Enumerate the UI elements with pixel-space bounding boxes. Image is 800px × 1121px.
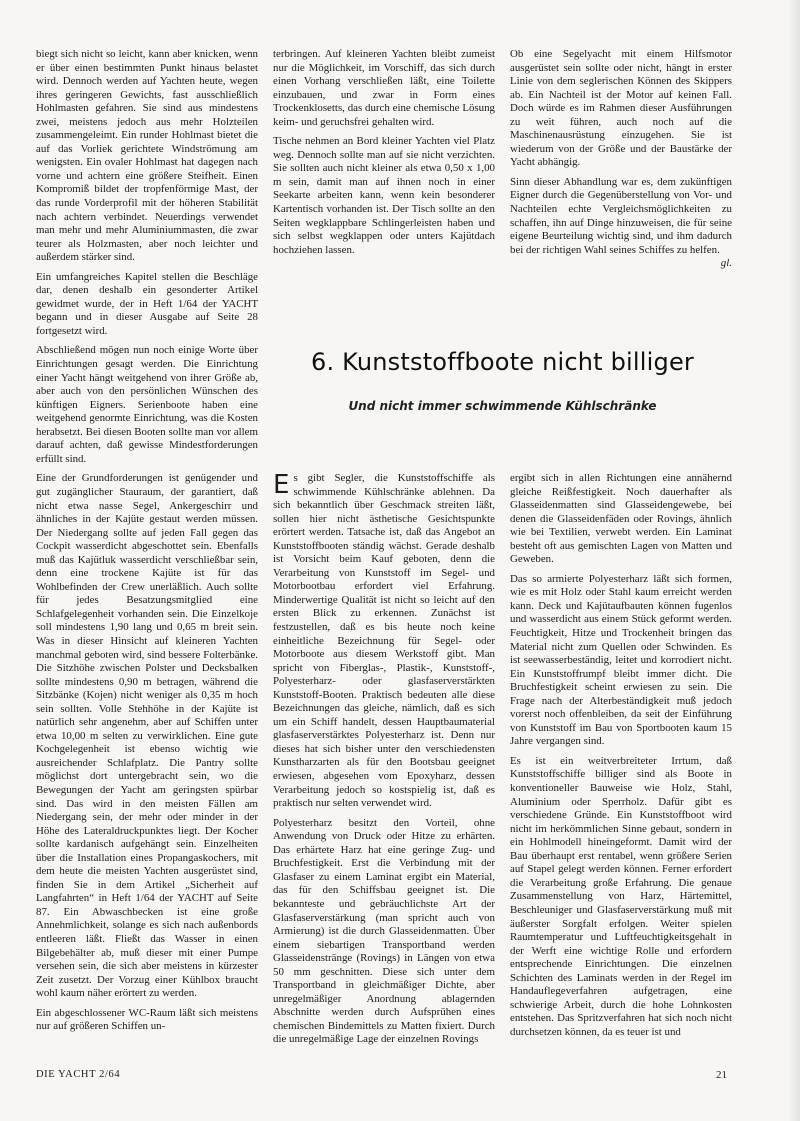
publication-footer: DIE YACHT 2/64 bbox=[36, 1069, 121, 1080]
paragraph bbox=[273, 472, 495, 811]
page-number: 21 bbox=[716, 1069, 727, 1081]
section-subheadline: Und nicht immer schwimmende Kühlschränke bbox=[348, 399, 657, 413]
section-headline: 6. Kunststoffboote nicht billiger bbox=[310, 348, 694, 376]
paragraph: biegt sich nicht so leicht, kann aber knicken, wenn er über einen bestimmten Punkt hinaus belastet wird. Dennoch werden auf Yachten heute, wegen ihres geringeren Gewichts, fast ausschließlich Hohlmasten gefahren. Sie sind aus mindestens zwei, meistens jedoch aus mehr Holzteilen zusammengeleimt. Ein runder Hohlmast bietet die auf das Vorliek gerichtete Windströmung am wenigsten. Ein ovaler Hohlmast hat dagegen nach vorne und achtern eine größere Steifheit. Einen Kompromiß bildet der tropfenförmige Mast, der das runde Vorderprofil mit der höheren Stabilität nach achtern verbindet. Neuerdings verwendet man mehr und mehr Aluminiummasten, die zwar teurer als Holzmasten, aber noch leichter und außerdem stärker sind. bbox=[36, 48, 258, 264]
drop-cap: E bbox=[273, 470, 290, 500]
paragraph: Polyesterharz besitzt den Vorteil, ohne Anwendung von Druck oder Hitze zu erhärten. Das erhärtete Harz hat eine geringe Zug- und Bruchfestigkeit. Erst die Verbindung mit der Glasfaser zu einem Laminat ergibt ein Material, das für den Schiffsbau geeignet ist. Die bekannteste und gebräuchlichste Art der Glasfaserverstärkung (man spricht auch von Armierung) ist die durch Glasseidenmatten. Über einem siebartigen Transportband werden Glasseidenstränge (Rovings) in Längen von etwa 50 mm geschnitten. Diese sich unter dem Transportband in gleichmäßiger Dichte, aber unregelmäßiger Anordnung ablagernden Abschnitte werden durch Aufsprühen eines chemischen Bindemittels zu Matten fixiert. Durch die unregelmäßige Lage der einzelnen Rovings bbox=[273, 816, 495, 1046]
section-column-one bbox=[273, 472, 495, 1053]
paragraph-text: Sinn dieser Abhandlung war es, dem zukünftigen Eigner durch die Gegenüberstellung von Vor- und Nachteilen echte Vergleichsmöglichkeiten zu schaffen, ihn auf Dinge hinzuweisen, die für seine eigene Beurteilung wichtig sind, und ihm dadurch bei der richtigen Wahl seines Schiffes zu helfen. bbox=[510, 175, 732, 256]
paragraph: Ein abgeschlossener WC-Raum läßt sich meistens nur auf größeren Schiffen un- bbox=[36, 1006, 258, 1033]
paragraph: ergibt sich in allen Richtungen eine annähernd gleiche Reißfestigkeit. Noch dauerhafter als Glasseidenmatten sind Glasseidengewebe, bei denen die Glasseidenfäden oder Rovings, ähnlich wie bei Textilien, verwebt werden. Ein Laminat besteht oft aus gemischten Lagen von Matten und Geweben. bbox=[510, 472, 732, 566]
section-column-two bbox=[510, 472, 732, 1045]
article-column-right bbox=[510, 48, 732, 271]
paragraph: Es ist ein weitverbreiteter Irrtum, daß Kunststoffschiffe billiger sind als Boote in konventioneller Bauweise wie Holz, Stahl, Aluminium oder Sperrholz. Dafür gibt es verschiedene Gründe. Ein Kunststoffboot wird nicht im herkömmlichen Sinne gebaut, sondern in ein Hohlmodell hineingeformt. Damit wird der Bau überhaupt erst rentabel, wenn größere Serien auf Stapel gelegt werden können. Ferner erfordert die Verarbeitung große Erfahrung. Die genaue Zusammenstellung von Harz, Härtemittel, Beschleuniger und Glasfaserverstärkung muß mit äußerster Sorgfalt erfolgen. Weiter spielen Raumtemperatur und Luftfeuchtigkeitsgehalt in der Werft eine wichtige Rolle und erfordern entsprechende Einrichtungen. Die einzelnen Schichten des Laminats werden in der Regel im Handauflegeverfahren aufgetragen, eine schwierige Arbeit, durch die hohe Lohnkosten entstehen. Das Spritzverfahren hat sich noch nicht durchsetzen können, da es teuer ist und bbox=[510, 754, 732, 1038]
paragraph: Ein umfangreiches Kapitel stellen die Beschläge dar, denen deshalb ein gesonderter Artikel gewidmet wurde, der in Heft 1/64 der YACHT begann und in dieser Ausgabe auf Seite 28 fortgesetzt wird. bbox=[36, 270, 258, 337]
paragraph: Tische nehmen an Bord kleiner Yachten viel Platz weg. Dennoch sollte man auf sie nicht verzichten. Sie sollten auch nicht kleiner als etwa 0,50 x 1,00 m sein, damit man auf ihnen noch in einer Seekarte arbeiten kann, wenn kein besonderer Kartentisch vorhanden ist. Der Tisch sollte an den Seiten wegklappbare Schlingerleisten haben und sich selbst wegklappen oder unters Kajütdach hochziehen lassen. bbox=[273, 135, 495, 256]
paragraph: Das so armierte Polyesterharz läßt sich formen, wie es mit Holz oder Stahl kaum erreicht werden kann. Deck und Kajütaufbauten können fugenlos und wasserdicht aus einem Stück geformt werden. Feuchtigkeit, Hitze und Trockenheit bringen das Material nicht zum Quellen oder Schwinden. Es ist seewasserbeständig, leitet und korrodiert nicht. Ein Kunststoffrumpf bleibt immer dicht. Die Bruchfestigkeit scheint erwiesen zu sein. Die Frage nach der Alterbeständigkeit muß jedoch vorerst noch offenbleiben, da seit der Einführung von Kunststoff im Bau von Sportbooten kaum 15 Jahre vergangen sind. bbox=[510, 572, 732, 748]
paragraph: terbringen. Auf kleineren Yachten bleibt zumeist nur die Möglichkeit, im Vorschiff, das sich durch einen Vorhang verschließen läßt, eine Toilette einzubauen, und zwar in Form eines Trockenklosetts, das durch eine chemische Lösung keim- und geruchsfrei gehalten wird. bbox=[273, 48, 495, 128]
paragraph: Abschließend mögen nun noch einige Worte über Einrichtungen gesagt werden. Die Einrichtung einer Yacht hängt weitgehend von ihrer Größe ab, aber auch von den persönlichen Wünschen des künftigen Eigners. Serienboote haben eine weitgehend genormte Einrichtung, was die Kosten herabsetzt. Bei diesen Booten sollte man vor allem darauf achten, daß gewisse Mindestforderungen erfüllt sind. bbox=[36, 344, 258, 465]
author-signature: gl. bbox=[720, 257, 732, 270]
article-column-left bbox=[36, 48, 258, 1040]
paragraph-text: s gibt Segler, die Kunststoffschiffe als schwimmende Kühlschränke ablehnen. Da sich bekanntlich über Geschmack streiten läßt, sollen hier nicht ästhetische Gesichtspunkte erörtert werden. Tatsache ist, daß das Angebot an Kunststoffbooten ständig wächst. Gerade deshalb ist Vorsicht beim Kauf geboten, denn die Verarbeitung von Kunststoff im Segel- und Motorbootbau erfordert viel Erfahrung. Minderwertige Qualität ist nicht so leicht auf den ersten Blick zu erkennen. Zunächst ist festzustellen, daß es bis heute noch keine einheitliche Bezeichnung für Segel- oder Motorboote aus diesem Werkstoff gibt. Man spricht von Fiberglas-, Plastik-, Kunststoff-, Polyesterharz- oder glasfaserverstärkten Kunststoff-Booten. Praktisch bedeuten alle diese Bezeichnungen das gleiche, nämlich, daß es sich um ein Schiff handelt, dessen Hauptbaumaterial glasfaserverstärktes Polyesterharz ist. Denn nur dieses hat sich bisher unter den verschiedensten Kunstharzarten als für den Bootsbau geeignet erwiesen, abgesehen vom Epoxyharz, dessen Verarbeitung jedoch so kostspielig ist, daß es praktisch nur selten verwendet wird. bbox=[273, 472, 495, 810]
paragraph bbox=[510, 175, 732, 270]
article-column-middle bbox=[273, 48, 495, 263]
scan-edge-shadow bbox=[788, 0, 800, 1121]
paragraph: Ob eine Segelyacht mit einem Hilfsmotor ausgerüstet sein sollte oder nicht, hängt in erster Linie von dem seglerischen Können des Skippers ab. Ein Nachteil ist der Motor auf keinen Fall. Doch würde es im Rahmen dieser Ausführungen zu weit führen, auch noch auf die Maschinenausrüstung einzugehen. Sie ist wiederum von der Größe und der Baustärke der Yacht abhängig. bbox=[510, 48, 732, 169]
paragraph: Eine der Grundforderungen ist genügender und gut zugänglicher Stauraum, der garantiert, daß nicht etwa nasse Segel, Ankergeschirr und ähnliches in der Kajüte gestaut werden müssen. Der Niedergang sollte auf jeden Fall gegen das Cockpit wasserdicht abgeschottet sein. Ebenfalls muß das Kajütluk wasserdicht verschließbar sein, denn eine trockene Kajüte ist für das Wohlbefinden der Crew unerläßlich. Auch sollte für jedes Besatzungsmitglied eine Schlafgelegenheit vorhanden sein. Die Einzelkoje soll mindestens 1,90 lang und 0,65 m breit sein. Was in dieser Hinsicht auf kleineren Yachten manchmal geboten wird, sind bessere Folterbänke. Die Sitzhöhe zwischen Polster und Decksbalken sollte mindestens 0,90 m betragen, während die Sitzbänke (Kojen) nicht weniger als 0,35 m hoch sein sollten. Volle Stehhöhe in der Kajüte ist natürlich sehr angenehm, aber auf Schiffen unter etwa 10,00 m selten zu verwirklichen. Eine gute Kochgelegenheit ist ebenso wichtig wie ausreichender Schlafplatz. Die Pantry sollte möglichst dort untergebracht sein, wo die Bewegungen der Yacht am geringsten spürbar sind. Das wird in den meisten Fällen am Niedergang sein, der mehr oder minder in der Höhe des Lateraldruckpunktes liegt. Der Kocher sollte kardanisch aufgehängt sein. Einzelheiten über die Installation eines Propangaskochers, mit dem heute die meisten Yachten ausgerüstet sind, finden Sie in dem Artikel „Sicherheit auf Langfahrten“ in Heft 1/64 der YACHT auf Seite 87. Ein Abwaschbecken ist eine große Annehmlichkeit, solange es sich nach außenbords entleeren läßt. Fließt das Wasser in einen Bilgebehälter ab, muß dieser mit einer Pumpe versehen sein, die sich aber meistens in kürzester Zeit zusetzt. Der Vorzug einer Kühlbox braucht wohl kaum näher erörtert zu werden. bbox=[36, 472, 258, 1000]
